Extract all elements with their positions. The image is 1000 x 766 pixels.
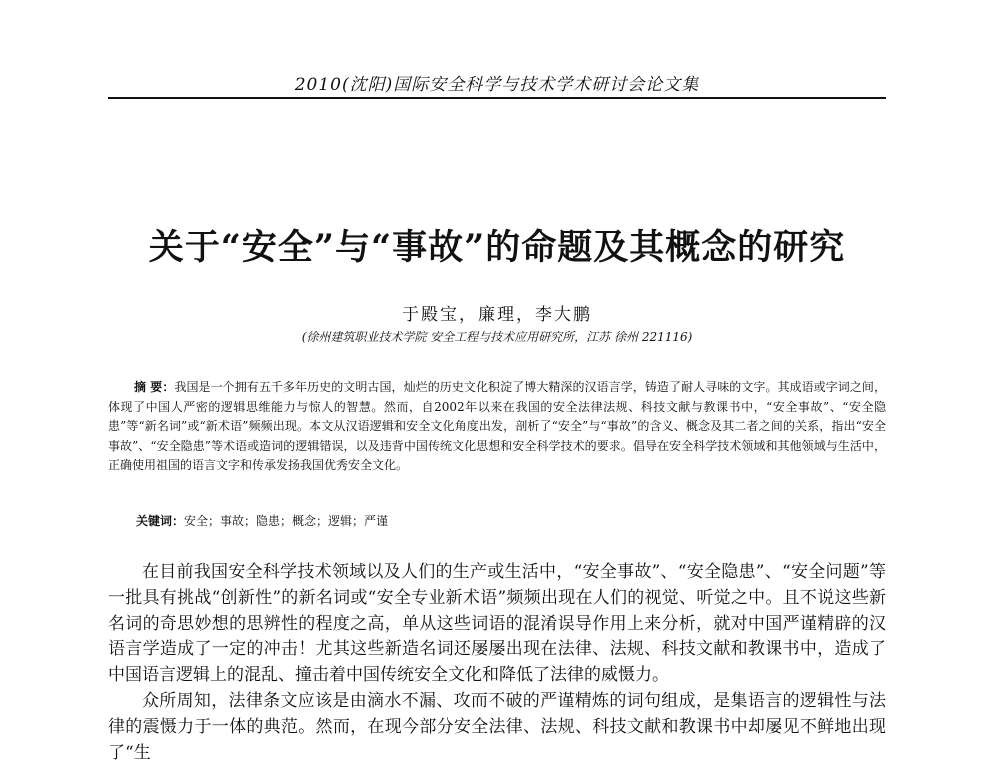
paper-affiliation: (徐州建筑职业技术学院 安全工程与技术应用研究所，江苏 徐州 221116) — [301, 330, 693, 344]
keywords-text: 安全；事故；隐患；概念；逻辑；严谨 — [184, 514, 389, 528]
body-paragraph-1: 在目前我国安全科学技术领域以及人们的生产或生活中，“安全事故”、“安全隐患”、“安全问题”等一批具有挑战“创新性”的新名词或“安全专业新术语”频频出现在人们的视觉、听觉之中。且不说这些新名词的奇思妙想的思辨性的程度之高，单从这些词语的混淆误导作用上来分析，就对中国严谨精辟的汉语言学造成了一定的冲击！尤其这些新造名词还屡屡出现在法律、法规、科技文献和教课书中，造成了中国语言逻辑上的混乱、撞击着中国传统安全文化和降低了法律的威慑力。 — [108, 562, 886, 686]
paper-title: 关于“安全”与“事故”的命题及其概念的研究 — [148, 227, 846, 268]
abstract-label: 摘 要： — [134, 380, 175, 394]
header-rule — [108, 97, 886, 99]
paper-authors: 于殿宝，廉理，李大鹏 — [402, 305, 592, 325]
abstract-text: 我国是一个拥有五千多年历史的文明古国，灿烂的历史文化积淀了博大精深的汉语言学，铸造了耐人寻味的文字。其成语或字词之间，体现了中国人严密的逻辑思维能力与惊人的智慧。然而，自2002年以来在我国的安全法律法规、科技文献与教课书中，“安全事故”、“安全隐患”等“新名词”或“新术语”频频出现。本文从汉语逻辑和安全文化角度出发，剖析了“安全”与“事故”的含义、概念及其二者之间的关系，指出“安全事故”、“安全隐患”等术语或造词的逻辑错误，以及违背中国传统文化思想和安全科学技术的要求。倡导在安全科学技术领域和其他领域与生活中，正确使用祖国的语言文字和传承发扬我国优秀安全文化。 — [108, 380, 886, 473]
body-text — [108, 560, 886, 766]
abstract — [108, 378, 886, 476]
keywords — [136, 512, 886, 529]
keywords-label: 关键词： — [136, 514, 185, 528]
body-paragraph-2: 众所周知，法律条文应该是由滴水不漏、攻而不破的严谨精炼的词句组成，是集语言的逻辑性与法律的震慑力于一体的典范。然而，在现今部分安全法律、法规、科技文献和教课书中却屡见不鲜地出现了“生 — [108, 690, 886, 763]
running-header-title: 2010(沈阳)国际安全科学与技术学术研讨会论文集 — [294, 75, 700, 95]
